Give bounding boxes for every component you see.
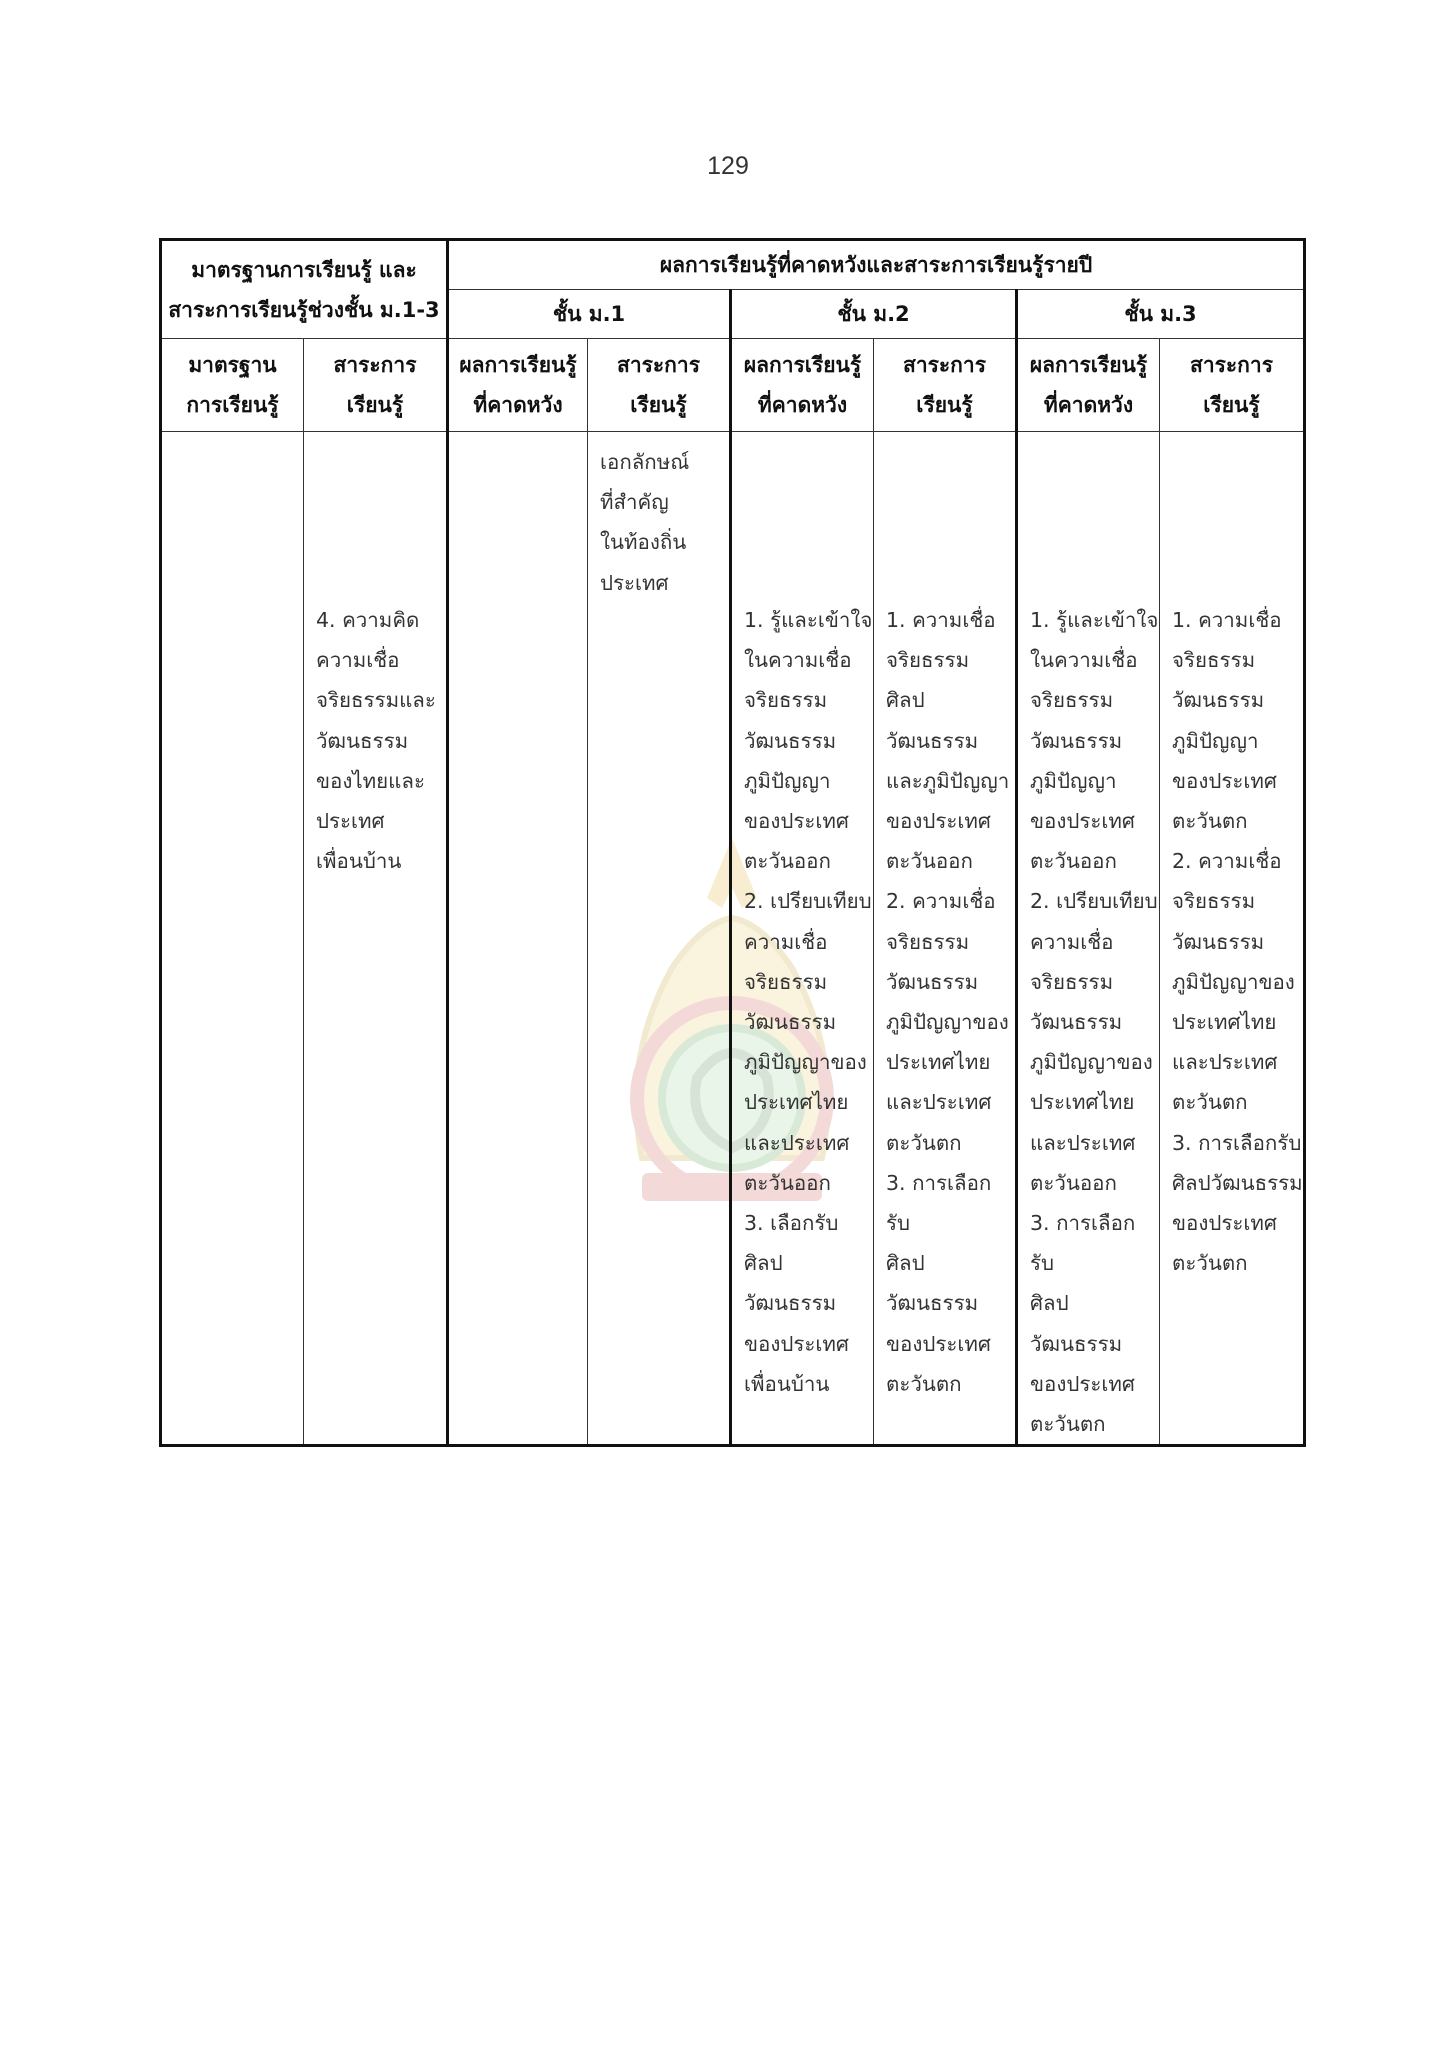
m2-content-header-text: สาระการ เรียนรู้: [903, 353, 986, 417]
grade-m3-header: ชั้น ม.3: [1017, 290, 1305, 339]
core-content-text: 4. ความคิด ความเชื่อ จริยธรรมและ วัฒนธรรม ของไทยและ ประเทศ เพื่อนบ้าน: [316, 608, 436, 874]
standards-header-text: มาตรฐานการเรียนรู้ และ สาระการเรียนรู้ช่วงชั้น ม.1-3: [168, 257, 440, 322]
m3-content-text: 1. ความเชื่อ จริยธรรม วัฒนธรรม ภูมิปัญญา ของประเทศ ตะวันตก 2. ความเชื่อ จริยธรรม วัฒนธรรม ภูมิปัญญาของ ประเทศไทย และประเทศ ตะวันตก 3. การเลือกรับ ศิลปวัฒนธรรม ของประเทศ ตะวันตก: [1172, 608, 1303, 1276]
expected-outcomes-header: ผลการเรียนรู้ที่คาดหวังและสาระการเรียนรู้รายปี: [448, 240, 1305, 290]
content-col-header: [304, 339, 448, 432]
m1-content-cell: [588, 432, 731, 1446]
m2-expected-cell: [731, 432, 874, 1446]
m1-expected-header: [448, 339, 588, 432]
m1-content-header-text: สาระการ เรียนรู้: [617, 353, 700, 417]
content-col-header-text: สาระการ เรียนรู้: [333, 353, 417, 417]
standard-col-header: [161, 339, 304, 432]
m3-expected-text: 1. รู้และเข้าใจ ในความเชื่อ จริยธรรม วัฒนธรรม ภูมิปัญญา ของประเทศ ตะวันออก 2. เปรียบเทียบ ความเชื่อ จริยธรรม วัฒนธรรม ภูมิปัญญาของ ประเทศไทย และประเทศ ตะวันออก 3. การเลือกรับ ศิลปวัฒนธรรม ของประเทศ ตะวันตก: [1030, 608, 1159, 1437]
m2-expected-header: [731, 339, 874, 432]
standard-cell: [161, 432, 304, 1446]
core-content-cell: [304, 432, 448, 1446]
m3-content-header: [1160, 339, 1305, 432]
grade-m1-header: ชั้น ม.1: [448, 290, 731, 339]
m3-expected-header: [1017, 339, 1160, 432]
m2-expected-text: 1. รู้และเข้าใจ ในความเชื่อ จริยธรรม วัฒนธรรม ภูมิปัญญา ของประเทศ ตะวันออก 2. เปรียบเทียบ ความเชื่อ จริยธรรม วัฒนธรรม ภูมิปัญญาของ ประเทศไทย และประเทศ ตะวันออก 3. เลือกรับ ศิลปวัฒนธรรม ของประเทศ เพื่อนบ้าน: [744, 608, 873, 1396]
m2-content-cell: [874, 432, 1017, 1446]
m1-expected-cell: [448, 432, 588, 1446]
m2-expected-header-text: ผลการเรียนรู้ ที่คาดหวัง: [743, 353, 862, 417]
m3-content-cell: [1160, 432, 1305, 1446]
curriculum-table: [159, 238, 1306, 1447]
m2-content-header: [874, 339, 1017, 432]
m3-expected-header-text: ผลการเรียนรู้ ที่คาดหวัง: [1029, 353, 1148, 417]
m1-content-text: เอกลักษณ์ ที่สำคัญ ในท้องถิ่น ประเทศ: [600, 450, 690, 595]
standard-col-header-text: มาตรฐาน การเรียนรู้: [186, 353, 279, 417]
m1-expected-header-text: ผลการเรียนรู้ ที่คาดหวัง: [459, 353, 577, 417]
m1-content-header: [588, 339, 731, 432]
grade-m2-header: ชั้น ม.2: [731, 290, 1017, 339]
standards-header: [161, 240, 448, 339]
m3-content-header-text: สาระการ เรียนรู้: [1190, 353, 1273, 417]
m2-content-text: 1. ความเชื่อ จริยธรรม ศิลปวัฒนธรรม และภูมิปัญญา ของประเทศ ตะวันออก 2. ความเชื่อ จริยธรรม วัฒนธรรม ภูมิปัญญาของ ประเทศไทย และประเทศ ตะวันตก 3. การเลือกรับ ศิลปวัฒนธรรม ของประเทศ ตะวันตก: [886, 608, 1010, 1396]
m3-expected-cell: [1017, 432, 1160, 1446]
page-number: 129: [707, 152, 749, 180]
